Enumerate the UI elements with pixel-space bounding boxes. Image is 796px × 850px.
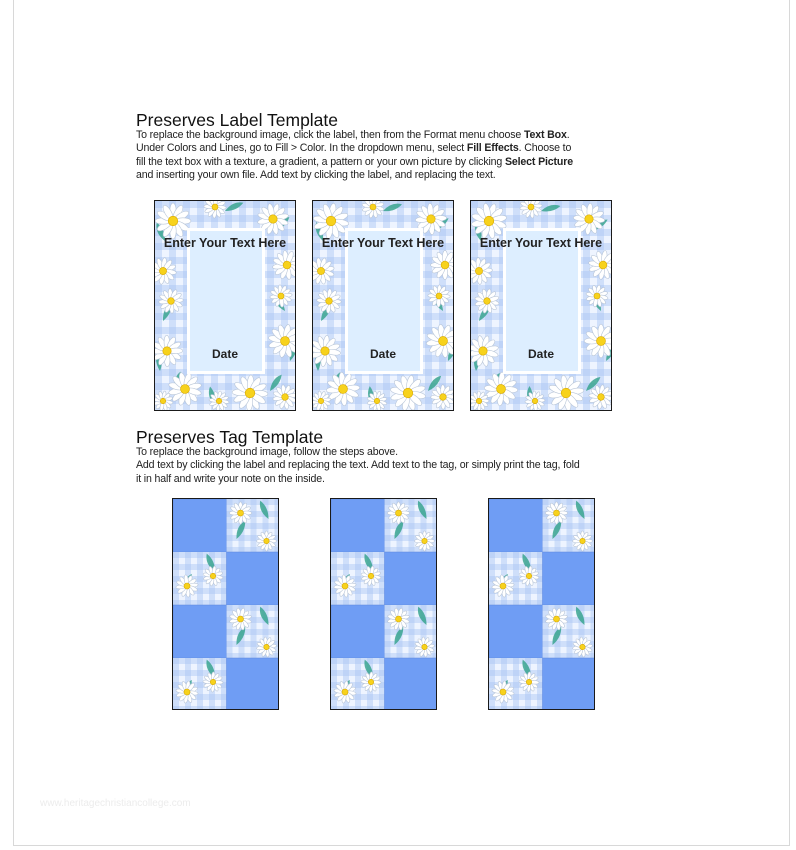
label-enter-text: Enter Your Text Here bbox=[479, 236, 603, 250]
label-instructions: To replace the background image, click the label, then from the Format menu choose Text Box. Under Colors and Lines, go to Fill > Color. In the dropdown menu, select Fill Effects. Choose to fill the text box with a texture, a gradient, a pattern or your own picture by clicking Select Picture and inserting your own file. Add text by clicking the label, and replacing the text. bbox=[136, 129, 573, 182]
label-date: Date bbox=[211, 347, 238, 361]
label-date: Date bbox=[527, 347, 554, 361]
blue-tile bbox=[227, 658, 280, 710]
daisy-tile bbox=[331, 552, 385, 606]
label-enter-text: Enter Your Text Here bbox=[321, 236, 445, 250]
preserves-label-3[interactable] bbox=[470, 200, 612, 411]
daisy-tile bbox=[331, 658, 385, 710]
preserves-tag-2[interactable] bbox=[330, 498, 437, 710]
blue-tile bbox=[331, 499, 385, 552]
document-page bbox=[13, 0, 790, 846]
blue-tile bbox=[173, 605, 227, 658]
checkered-daisy-pattern bbox=[331, 499, 437, 710]
blue-tile bbox=[543, 552, 596, 605]
tag-template-title: Preserves Tag Template bbox=[136, 427, 324, 447]
preserves-tag-3[interactable] bbox=[488, 498, 595, 710]
daisy-tile bbox=[489, 552, 543, 606]
blue-tile bbox=[173, 499, 227, 552]
preserves-tag-1[interactable] bbox=[172, 498, 279, 710]
preserves-label-2[interactable] bbox=[312, 200, 454, 411]
blue-tile bbox=[385, 552, 438, 605]
daisy-tile bbox=[543, 499, 596, 553]
blue-tile bbox=[489, 499, 543, 552]
preserves-label-1[interactable] bbox=[154, 200, 296, 411]
checkered-daisy-pattern bbox=[173, 499, 279, 710]
label-date: Date bbox=[369, 347, 396, 361]
daisy-tile bbox=[227, 499, 280, 553]
label-enter-text: Enter Your Text Here bbox=[163, 236, 287, 250]
blue-tile bbox=[489, 605, 543, 658]
blue-tile bbox=[331, 605, 385, 658]
daisy-tile bbox=[541, 603, 595, 659]
daisy-tile bbox=[225, 603, 279, 659]
blue-tile bbox=[385, 658, 438, 710]
daisy-tile bbox=[173, 552, 227, 606]
daisy-tile bbox=[383, 603, 437, 659]
daisy-tile bbox=[385, 499, 438, 553]
blue-tile bbox=[227, 552, 280, 605]
label-template-title: Preserves Label Template bbox=[136, 110, 339, 130]
daisy-tile bbox=[489, 658, 543, 710]
watermark: www.heritagechristiancollege.com bbox=[40, 798, 191, 809]
checkered-daisy-pattern bbox=[489, 499, 595, 710]
tag-instructions: To replace the background image, follow the steps above. Add text by clicking the label and replacing the text. Add text to the tag, or simply print the tag, fold it in half and write your note on the inside. bbox=[136, 446, 580, 485]
daisy-tile bbox=[173, 658, 227, 710]
blue-tile bbox=[543, 658, 596, 710]
